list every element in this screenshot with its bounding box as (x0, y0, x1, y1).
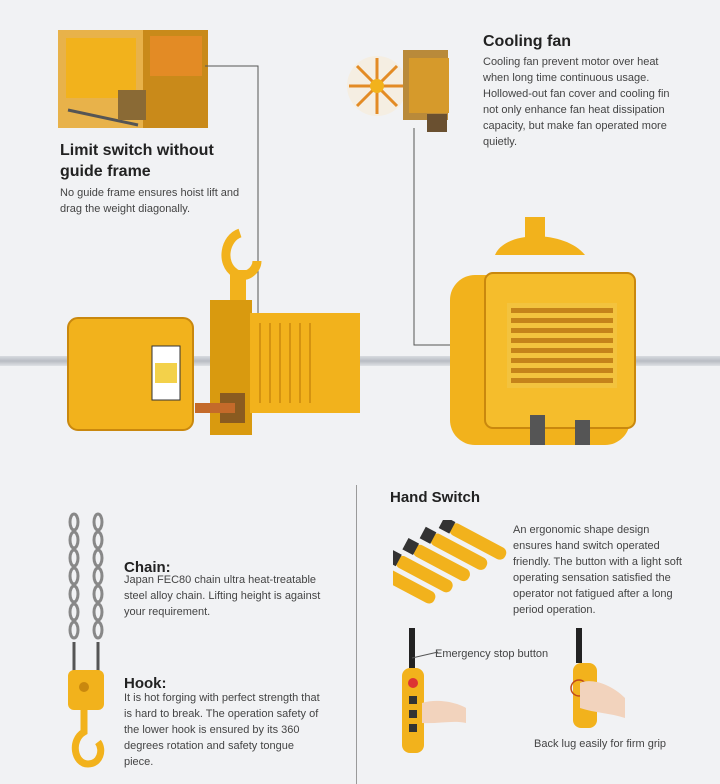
section-divider (356, 485, 357, 784)
back-lug-label: Back lug easily for firm grip (534, 738, 667, 750)
chain-body: Japan FEC80 chain ultra heat-treatable steel alloy chain. Lifting height is against your requirement. (124, 574, 321, 618)
electric-hoist-side-view (60, 228, 390, 438)
hand-switch-pendants-photo (393, 520, 508, 610)
hand-switch-body: An ergonomic shape design ensures hand switch operated friendly. The button with a light soft operating sensation satisfied the operator not fatigued after a long period operation. (513, 524, 682, 616)
electric-hoist-end-view (445, 215, 645, 450)
hand-switch-title: Hand Switch (390, 489, 481, 506)
cooling-fan-title: Cooling fan (483, 33, 571, 50)
pendant-back-photo (565, 628, 635, 738)
cooling-fan-body: Cooling fan prevent motor over heat when long time continuous usage. Hollowed-out fan cover and cooling fin not only enhance fan heat dissipation capacity, but make fan operated more quietly. (483, 56, 670, 148)
limit-switch-title: Limit switch without guide frame (60, 142, 214, 180)
hook-title: Hook: (124, 675, 167, 692)
limit-switch-body: No guide frame ensures hoist lift and drag the weight diagonally. (60, 187, 240, 215)
pendant-front-photo (398, 628, 468, 758)
hook-body: It is hot forging with perfect strength that is hard to break. The operation safety of the lower hook is ensured by its 360 degrees rotation and safety tongue piece. (124, 692, 320, 768)
chain-title: Chain: (124, 559, 171, 576)
emergency-stop-label: Emergency stop button (435, 648, 549, 660)
chain-and-hook-photo (62, 512, 114, 774)
